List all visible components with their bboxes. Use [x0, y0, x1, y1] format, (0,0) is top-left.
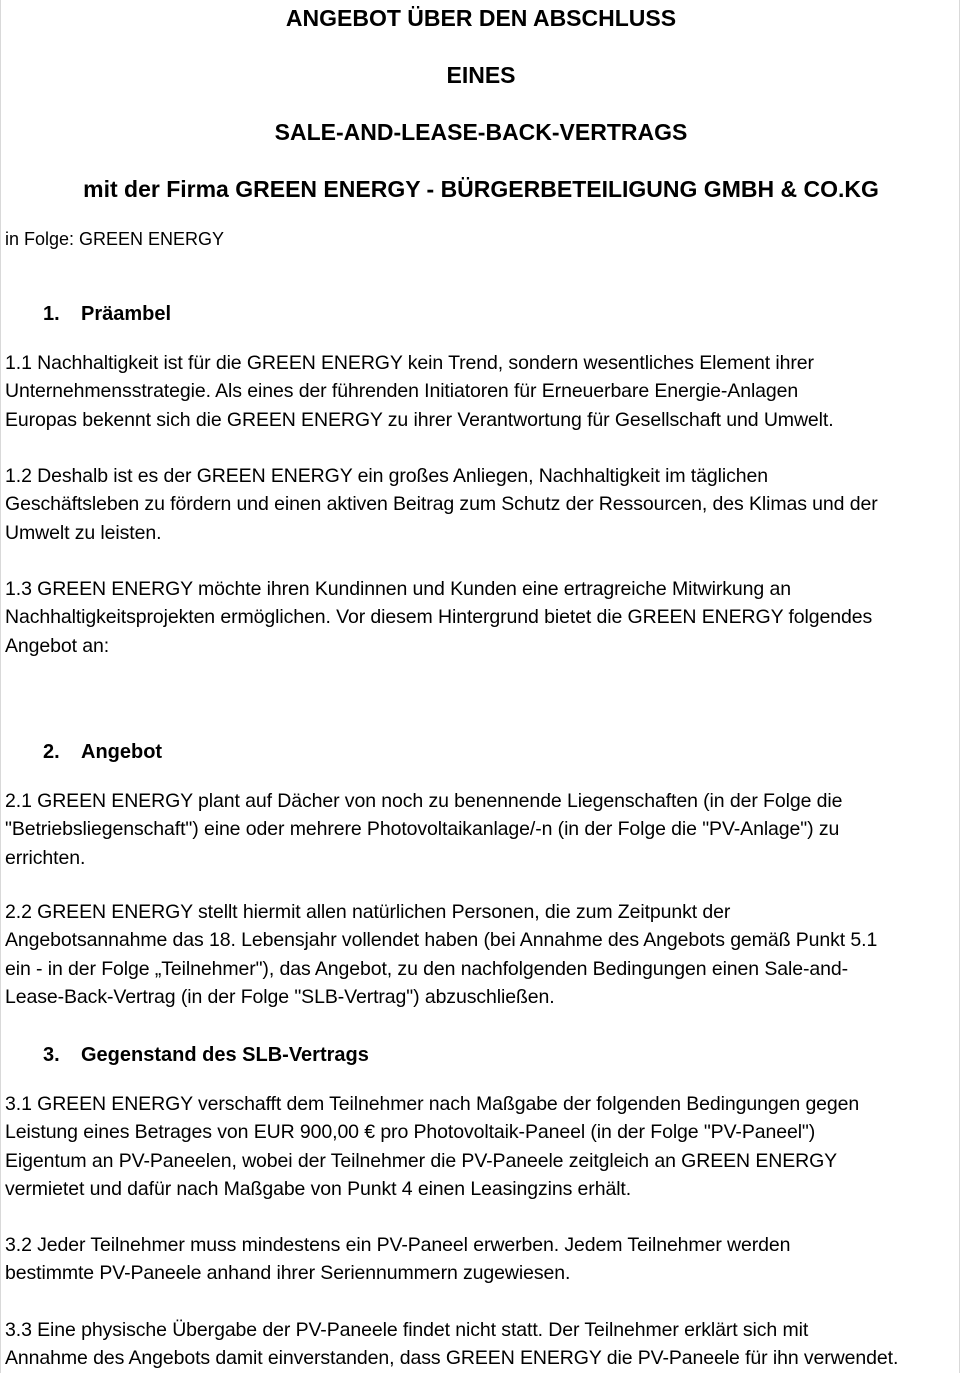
- paragraph-1-1: 1.1 Nachhaltigkeit ist für die GREEN ENERGY kein Trend, sondern wesentliches Element ihrer Unternehmensstrategie. Als eines der führenden Initiatoren für Erneuerbare Energie-Anlagen Europas bekennt sich die GREEN ENERGY zu ihrer Verantwortung für Gesellschaft und Umwelt.: [5, 352, 834, 431]
- document-title-line-4: mit der Firma GREEN ENERGY - BÜRGERBETEILIGUNG GMBH & CO.KG: [83, 176, 879, 202]
- section-title: Gegenstand des SLB-Vertrags: [81, 1044, 369, 1066]
- section-heading-gegenstand: [43, 1043, 369, 1067]
- section-title: Präambel: [81, 303, 172, 325]
- paragraph-3-3: 3.3 Eine physische Übergabe der PV-Paneele findet nicht statt. Der Teilnehmer erklärt sich mit Annahme des Angebots damit einverstanden, dass GREEN ENERGY die PV-Paneele für ihn verwendet.: [5, 1319, 899, 1370]
- section-number: 1.: [43, 303, 60, 325]
- section-heading-praeambel: [43, 302, 171, 326]
- document-title-line-1: ANGEBOT ÜBER DEN ABSCHLUSS: [285, 5, 677, 31]
- document-title-line-2: EINES: [446, 62, 516, 88]
- paragraph-3-2: 3.2 Jeder Teilnehmer muss mindestens ein PV-Paneel erwerben. Jedem Teilnehmer werden bestimmte PV-Paneele anhand ihrer Seriennummern zugewiesen.: [5, 1234, 791, 1285]
- paragraph-2-1: 2.1 GREEN ENERGY plant auf Dächer von noch zu benennende Liegenschaften (in der Folge die "Betriebsliegenschaft") eine oder mehrere Photovoltaikanlage/-n (in der Folge die "PV-Anlage") zu errichten.: [5, 790, 843, 869]
- section-number: 2.: [43, 741, 60, 763]
- section-number: 3.: [43, 1044, 60, 1066]
- section-heading-angebot: [43, 740, 162, 764]
- document-title-line-3: SALE-AND-LEASE-BACK-VERTRAGS: [274, 119, 688, 145]
- paragraph-2-2: 2.2 GREEN ENERGY stellt hiermit allen natürlichen Personen, die zum Zeitpunkt der Angebotsannahme das 18. Lebensjahr vollendet haben (bei Annahme des Angebots gemäß Punkt 5.1 ein - in der Folge „Teilnehmer"), das Angebot, zu den nachfolgenden Bedingungen einen Sale-and- Lease-Back-Vertrag (in der Folge "SLB-Vertrag") abzuschließen.: [5, 901, 878, 1009]
- paragraph-1-3: 1.3 GREEN ENERGY möchte ihren Kundinnen und Kunden eine ertragreiche Mitwirkung an Nachhaltigkeitsprojekten ermöglichen. Vor diesem Hintergrund bietet die GREEN ENERGY folgendes Angebot an:: [5, 578, 873, 657]
- paragraph-3-1: 3.1 GREEN ENERGY verschafft dem Teilnehmer nach Maßgabe der folgenden Bedingungen gegen Leistung eines Betrages von EUR 900,00 € pro Photovoltaik-Paneel (in der Folge "PV-Paneel") Eigentum an PV-Paneelen, wobei der Teilnehmer die PV-Paneele zeitgleich an GREEN ENERGY vermietet und dafür nach Maßgabe von Punkt 4 einen Leasingzins erhält.: [5, 1093, 860, 1201]
- paragraph-1-2: 1.2 Deshalb ist es der GREEN ENERGY ein großes Anliegen, Nachhaltigkeit im täglichen Geschäftsleben zu fördern und einen aktiven Beitrag zum Schutz der Ressourcen, des Klimas und der Umwelt zu leisten.: [5, 465, 878, 544]
- in-folge-note: in Folge: GREEN ENERGY: [5, 229, 225, 249]
- section-title: Angebot: [81, 741, 163, 763]
